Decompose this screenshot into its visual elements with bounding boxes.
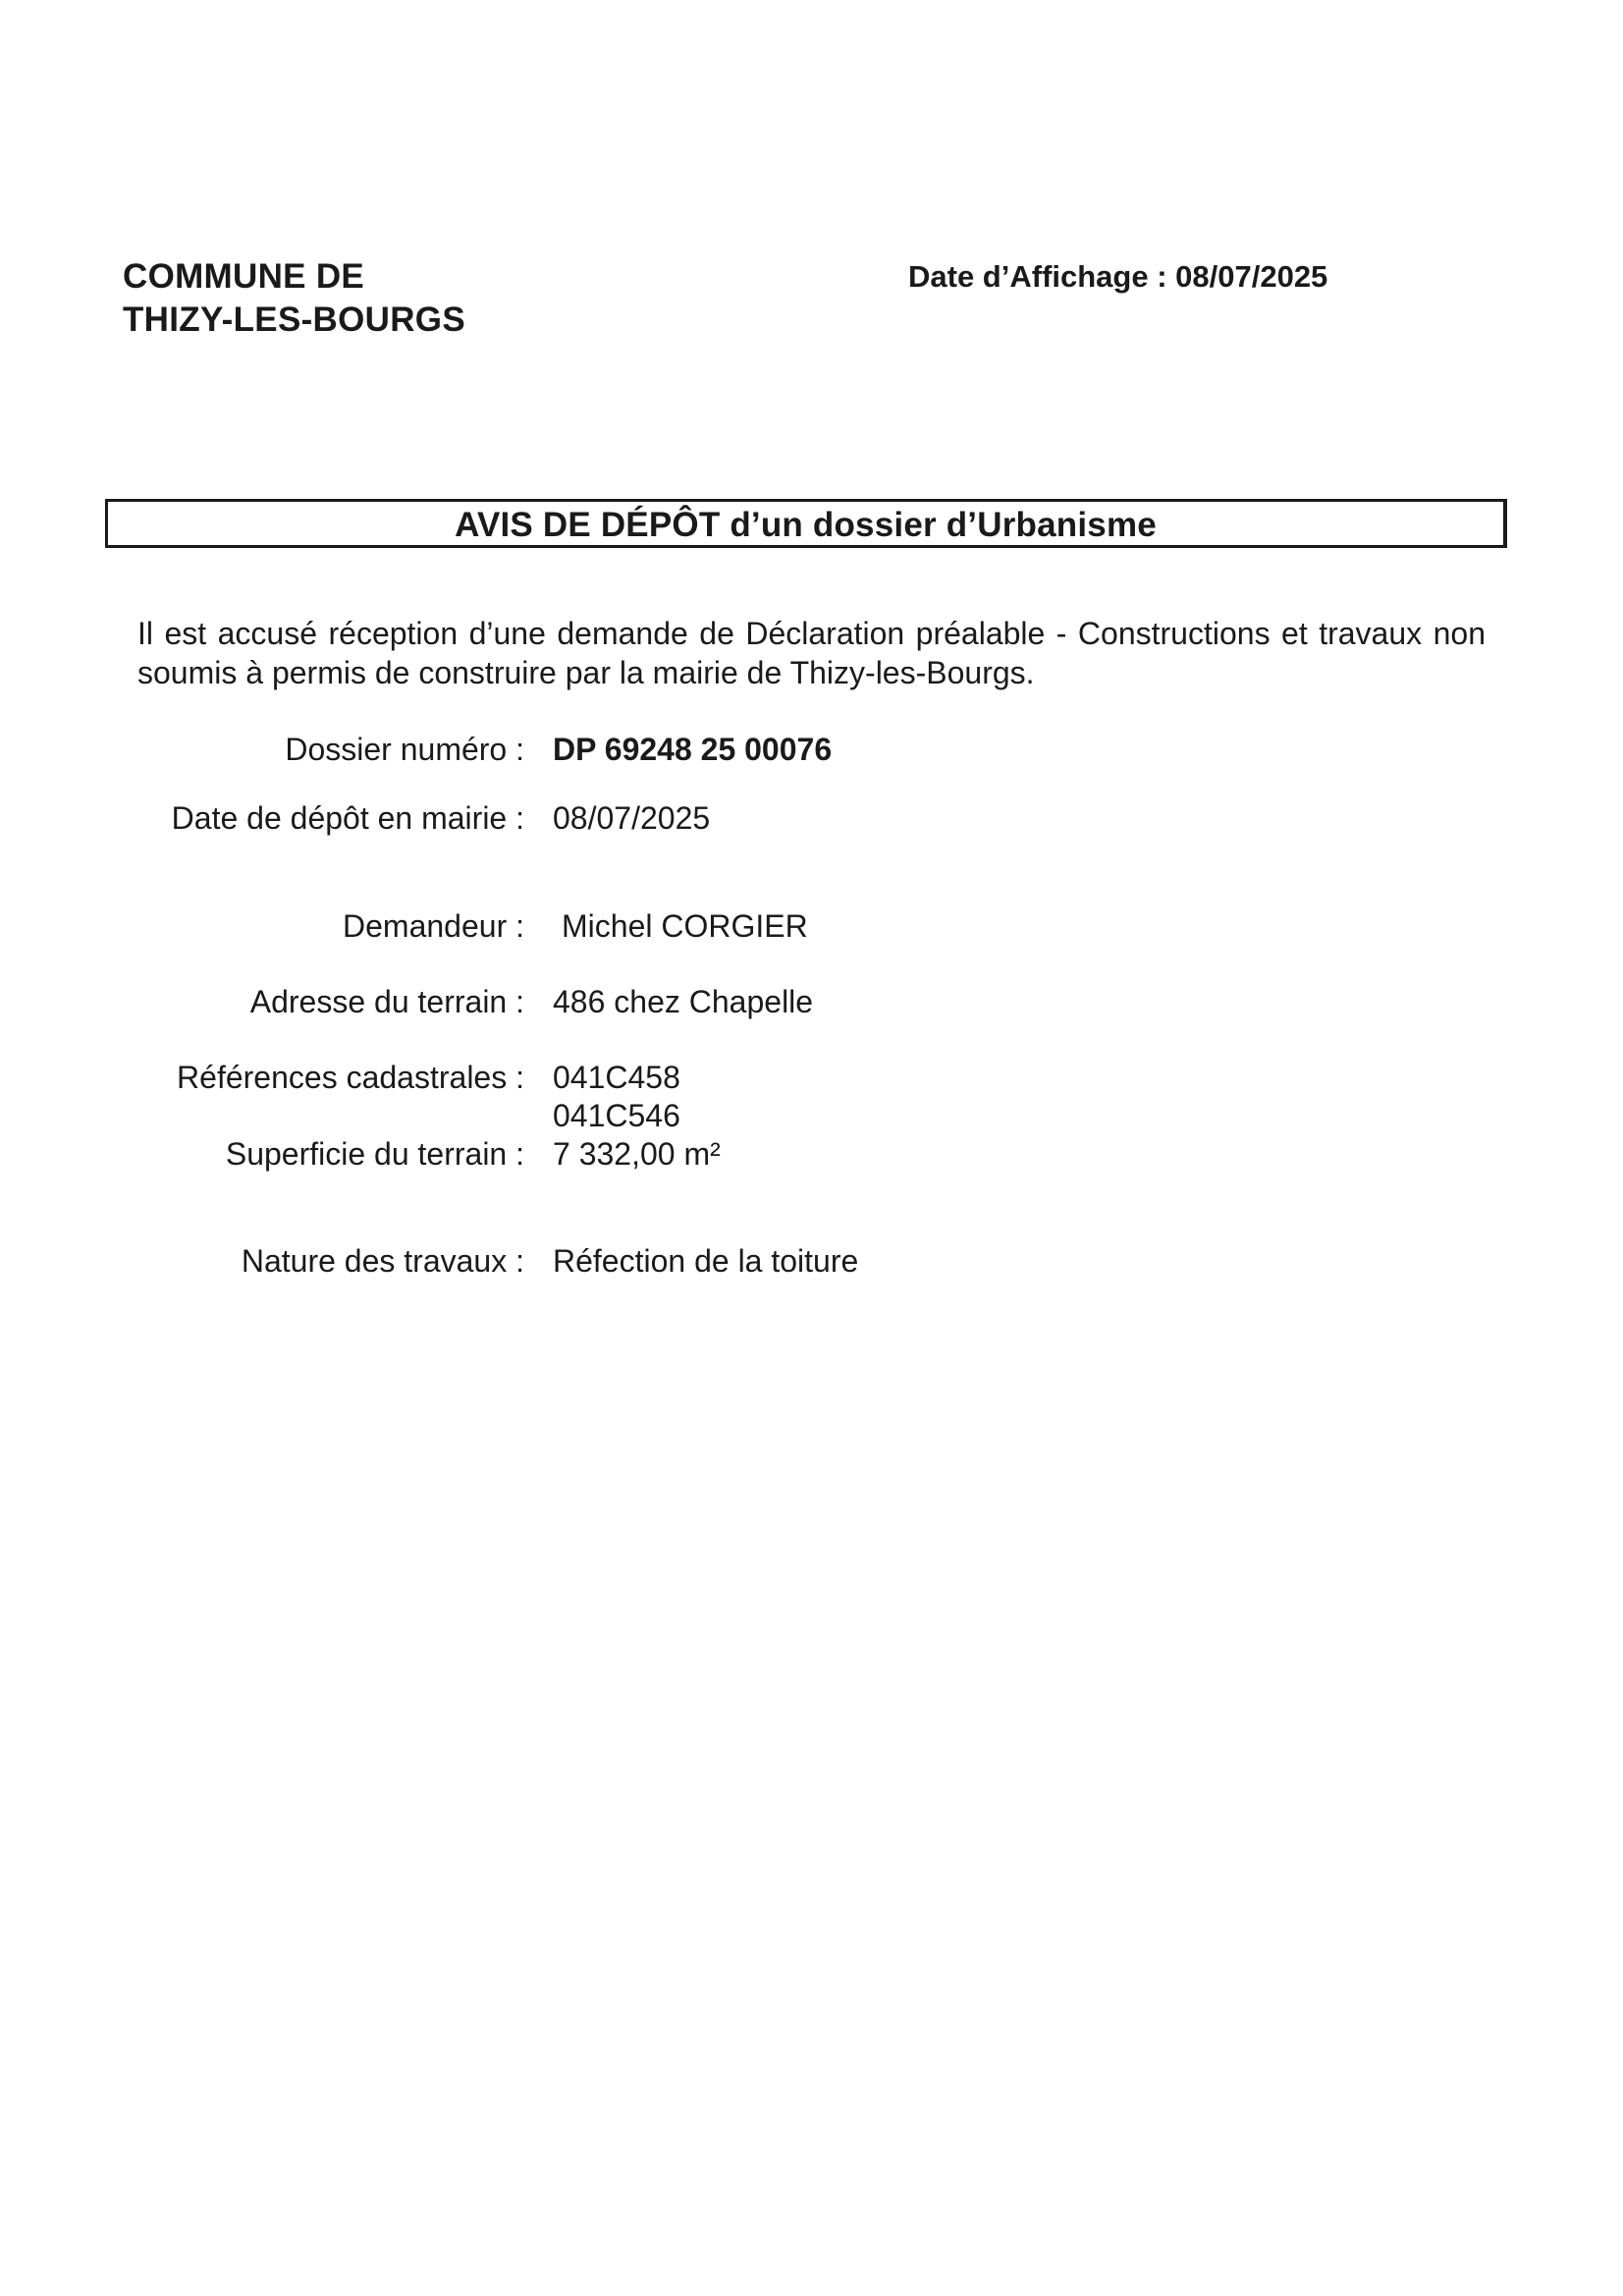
commune-line-1: COMMUNE DE (123, 257, 365, 296)
document-title: AVIS DE DÉPÔT d’un dossier d’Urbanisme (455, 506, 1157, 544)
commune-line-2: THIZY-LES-BOURGS (123, 301, 465, 339)
field-superficie-label: Superficie du terrain : (225, 1136, 524, 1172)
date-affichage: Date d’Affichage : 08/07/2025 (908, 259, 1328, 294)
field-references-value-2: 041C546 (553, 1098, 680, 1133)
field-dossier-label: Dossier numéro : (285, 732, 524, 767)
intro-paragraph: Il est accusé réception d’une demande de Déclaration préalable - Constructions et travaux non soumis à permis de construire par la mairie de Thizy-les-Bourgs. (137, 616, 1486, 690)
field-nature-label: Nature des travaux : (241, 1243, 524, 1279)
field-references-value-1: 041C458 (553, 1060, 680, 1095)
field-adresse-label: Adresse du terrain : (249, 984, 524, 1019)
commune-name (123, 255, 465, 342)
field-adresse-value: 486 chez Chapelle (553, 984, 814, 1019)
field-date-depot-value: 08/07/2025 (553, 800, 711, 836)
field-nature-value: Réfection de la toiture (553, 1243, 859, 1279)
field-date-depot-label: Date de dépôt en mairie : (171, 800, 524, 836)
title-box (105, 499, 1507, 548)
field-demandeur-label: Demandeur : (343, 908, 524, 944)
field-demandeur-value: Michel CORGIER (562, 908, 808, 944)
field-dossier-value: DP 69248 25 00076 (553, 732, 833, 767)
field-superficie-value: 7 332,00 m² (553, 1136, 721, 1172)
field-references-label: Références cadastrales : (177, 1060, 524, 1095)
